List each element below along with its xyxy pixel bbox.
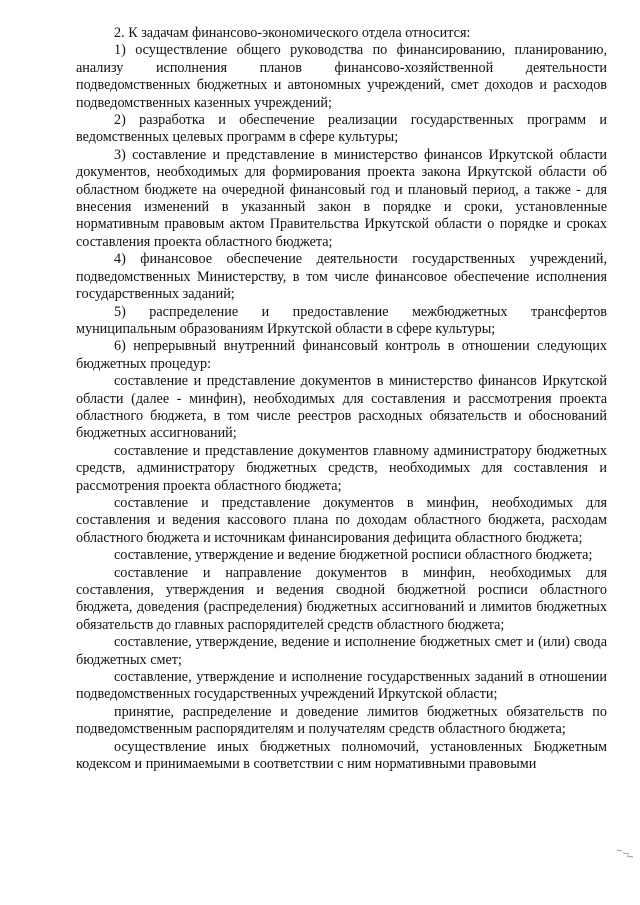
- procedure-item-4: составление, утверждение и ведение бюджетной росписи областного бюджета;: [114, 547, 593, 564]
- paragraph-item-4: 4) финансовое обеспечение деятельности государственных учреждений, подведомственных Министерству, в том числе финансовое обеспечение исполнения государственных заданий;: [76, 251, 607, 303]
- paragraph-item-3: 3) составление и представление в министерство финансов Иркутской области документов, необходимых для формирования проекта закона Иркутской области об областном бюджете на очередной финансовый год и плановый период, а также - для внесения изменений в указанный закон в порядке и сроки, установленные нормативным правовым актом Правительства Иркутской области о порядке и сроках составления проекта областного бюджета;: [76, 146, 607, 250]
- document-page: [76, 25, 607, 773]
- procedure-item-5: составление и направление документов в минфин, необходимых для составления, утверждения и ведения сводной бюджетной росписи областного бюджета, доведения (распределения) бюджетных ассигнований и лимитов бюджетных обязательств до главных распорядителей средств областного бюджета;: [76, 564, 607, 633]
- paragraph-item-2: 2) разработка и обеспечение реализации государственных программ и ведомственных целевых программ в сфере культуры;: [76, 112, 607, 146]
- procedure-item-7: составление, утверждение и исполнение государственных заданий в отношении подведомственных государственных учреждений Иркутской области;: [76, 669, 607, 703]
- paragraph-item-6: 6) непрерывный внутренний финансовый контроль в отношении следующих бюджетных процедур:: [76, 338, 607, 372]
- procedure-item-1: составление и представление документов в министерство финансов Иркутской области (далее - минфин), необходимых для составления и рассмотрения проекта областного бюджета, в том числе реестров расходных обязательств и обоснований бюджетных ассигнований;: [76, 373, 607, 442]
- procedure-item-6: составление, утверждение, ведение и исполнение бюджетных смет и (или) свода бюджетных смет;: [76, 634, 607, 668]
- procedure-item-9: осуществление иных бюджетных полномочий, установленных Бюджетным кодексом и принимаемыми в соответствии с ним нормативными правовыми: [76, 738, 607, 773]
- procedure-item-3: составление и представление документов в минфин, необходимых для составления и ведения кассового плана по доходам областного бюджета, расходам областного бюджета и источникам финансирования дефицита областного бюджета;: [76, 494, 607, 546]
- paragraph-item-5: 5) распределение и предоставление межбюджетных трансфертов муниципальным образованиям Иркутской области в сфере культуры;: [76, 303, 607, 337]
- section-heading: 2. К задачам финансово-экономического отдела относится:: [114, 25, 471, 41]
- procedure-item-8: принятие, распределение и доведение лимитов бюджетных обязательств по подведомственным распорядителям и получателям средств областного бюджета;: [76, 703, 607, 738]
- scan-artifact-mark: [616, 848, 634, 858]
- paragraph-item-1: 1) осуществление общего руководства по финансированию, планированию, анализу исполнения планов финансово-хозяйственной деятельности подведомственных бюджетных и автономных учреждений, смет доходов и расходов подведомственных казенных учреждений;: [76, 42, 607, 111]
- procedure-item-2: составление и представление документов главному администратору бюджетных средств, администратору бюджетных средств, необходимых для составления и рассмотрения проекта областного бюджета;: [76, 442, 607, 494]
